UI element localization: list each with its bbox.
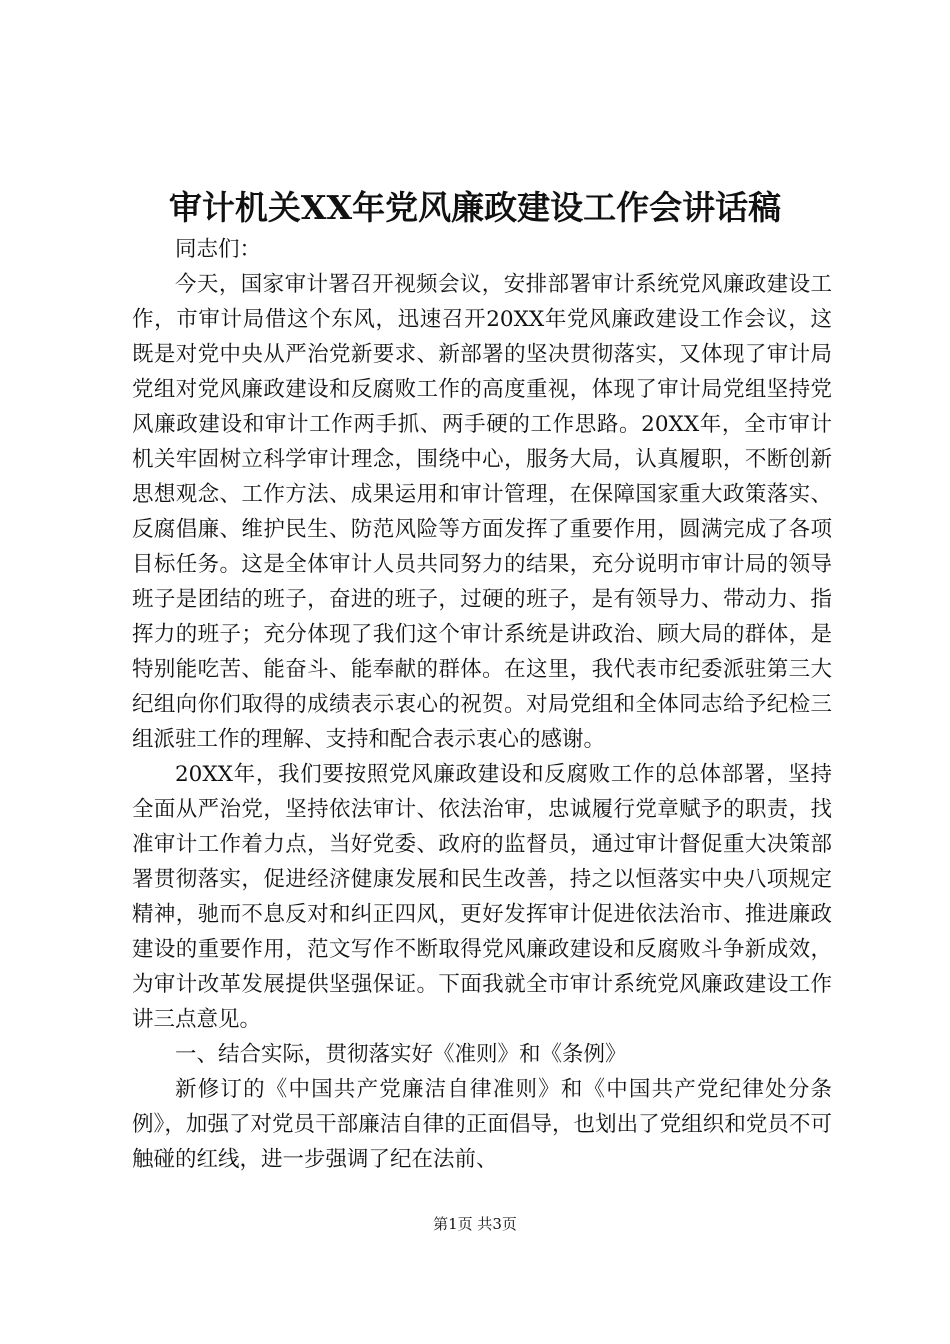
body-paragraph: 今天，国家审计署召开视频会议，安排部署审计系统党风廉政建设工作，市审计局借这个东风，迅速召开20XX年党风廉政建设工作会议，这既是对党中央从严治党新要求、新部署的坚决贯彻落实，又体现了审计局党组对党风廉政建设和反腐败工作的高度重视，体现了审计局党组坚持党风廉政建设和审计工作两手抓、两手硬的工作思路。20XX年，全市审计机关牢固树立科学审计理念，围绕中心，服务大局，认真履职，不断创新思想观念、工作方法、成果运用和审计管理，在保障国家重大政策落实、反腐倡廉、维护民生、防范风险等方面发挥了重要作用，圆满完成了各项目标任务。这是全体审计人员共同努力的结果，充分说明市审计局的领导班子是团结的班子，奋进的班子，过硬的班子，是有领导力、带动力、指挥力的班子；充分体现了我们这个审计系统是讲政治、顾大局的群体，是特别能吃苦、能奋斗、能奉献的群体。在这里，我代表市纪委派驻第三大纪组向你们取得的成绩表示衷心的祝贺。对局党组和全体同志给予纪检三组派驻工作的理解、支持和配合表示衷心的感谢。 [132, 272, 832, 752]
section-heading: 一、结合实际，贯彻落实好《准则》和《条例》 [175, 1042, 627, 1067]
document-title: 审计机关XX年党风廉政建设工作会讲话稿 [168, 188, 782, 227]
page-footer: 第1页 共3页 [433, 1215, 517, 1233]
salutation-paragraph: 同志们： [175, 237, 262, 262]
body-paragraph: 20XX年，我们要按照党风廉政建设和反腐败工作的总体部署，坚持全面从严治党，坚持依法审计、依法治审，忠诚履行党章赋予的职责，找准审计工作着力点，当好党委、政府的监督员，通过审计督促重大决策部署贯彻落实，促进经济健康发展和民生改善，持之以恒落实中央八项规定精神，驰而不息反对和纠正四风，更好发挥审计促进依法治市、推进廉政建设的重要作用，范文写作不断取得党风廉政建设和反腐败斗争新成效，为审计改革发展提供坚强保证。下面我就全市审计系统党风廉政建设工作讲三点意见。 [132, 762, 832, 1032]
document-body [132, 232, 832, 1177]
body-paragraph: 新修订的《中国共产党廉洁自律准则》和《中国共产党纪律处分条例》，加强了对党员干部廉洁自律的正面倡导，也划出了党组织和党员不可触碰的红线，进一步强调了纪在法前、 [132, 1077, 832, 1172]
